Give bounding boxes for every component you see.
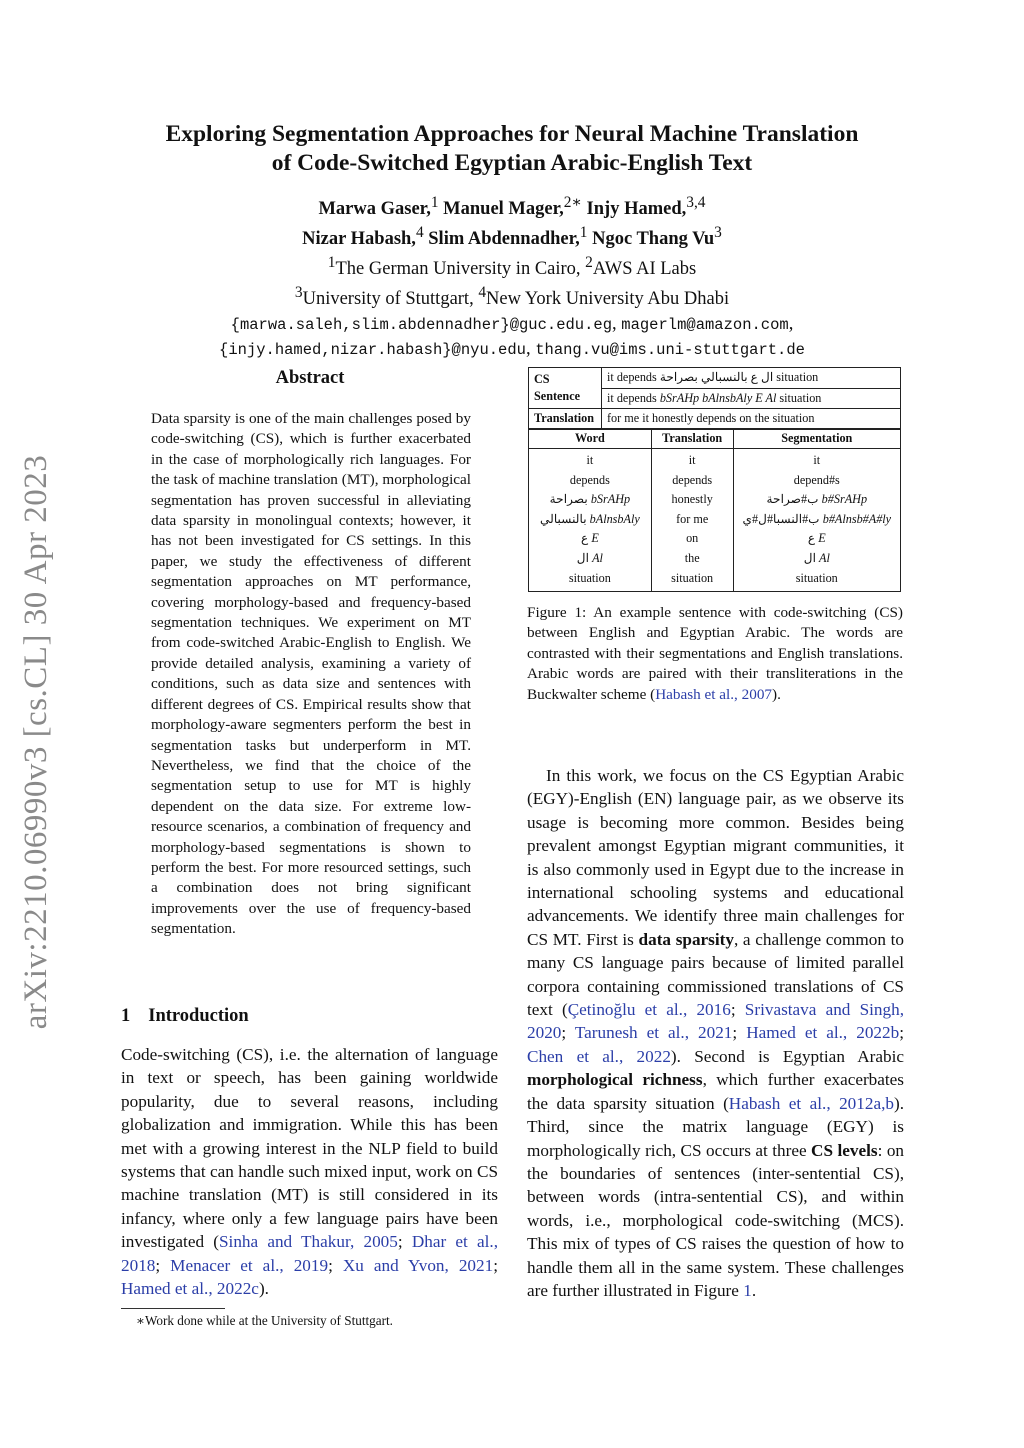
bold-term: morphological richness	[527, 1070, 703, 1090]
cell-translation: honestly	[651, 490, 733, 510]
figure-sentence-table	[528, 367, 901, 430]
cs-plain: it depends	[607, 390, 660, 405]
word-translit: Al	[592, 550, 603, 565]
table-row	[529, 549, 901, 569]
column-2-paragraph	[527, 764, 904, 1302]
author: Injy Hamed,	[586, 199, 687, 220]
citation-link[interactable]: Dhar et al., 2018	[121, 1232, 499, 1275]
cs-sentence-arabic: it depends ال ع بالنسبالي بصراحة situation	[602, 368, 901, 389]
word: it	[586, 453, 594, 467]
cell-segmentation	[733, 449, 900, 471]
author-block	[120, 191, 904, 362]
table-row	[529, 449, 901, 471]
cell-translation: depends	[651, 471, 733, 491]
affiliation: The German University in Cairo,	[335, 259, 586, 280]
segmentation: situation	[795, 570, 838, 585]
cell-word	[529, 569, 652, 592]
section-title: Introduction	[148, 1006, 249, 1026]
table-row	[529, 510, 901, 530]
intro-end: ).	[258, 1279, 269, 1299]
cs-sentence-row	[529, 368, 901, 389]
author-sup: 2∗	[563, 194, 582, 211]
citation-link[interactable]: Habash et al., 2007	[655, 685, 773, 703]
caption-text: Figure 1: An example sentence with code-switching (CS) between English and Egyptian Arabic. The words are contrasted with their segmentations and English translations. Arabic words are paired with their transliterations in the Buckwalter scheme (	[527, 604, 903, 703]
title-line-2: of Code-Switched Egyptian Arabic-English Text	[271, 150, 753, 176]
affiliation-line-1	[120, 251, 904, 281]
translation-label: Translation	[529, 409, 602, 430]
section-number: 1	[121, 1006, 131, 1026]
citation-link[interactable]: Sinha and Thakur, 2005	[218, 1232, 398, 1252]
abstract-body: Data sparsity is one of the main challenges posed by code-switching (CS), which is further exacerbated in the case of morphologically rich languages. For the task of machine translation (MT), morphological segmentation has proven successful in alleviating data sparsity in monolingual contexts; however, it has not been investigated for CS settings. In this paper, we study the effectiveness of different segmentation approaches on MT performance, covering morphology-based and frequency-based segmentation techniques. We experiment on MT from code-switched Arabic-English to English. We provide detailed analysis, examining a variety of conditions, such as data size and sentences with different degrees of CS. Empirical results show that morphology-aware segmenters perform the best in segmentation tasks but underperform in MT. Nevertheless, we find that the choice of the segmentation setup to use for MT is highly dependent on the data size. For extreme low-resource scenarios, a combination of frequency and morphology-based segmentations is shown to perform the best. For more resourced settings, such a combination does not bring significant improvements over the use of frequency-based segmentation.	[151, 410, 471, 938]
cell-segmentation	[733, 529, 900, 549]
cell-segmentation	[733, 510, 900, 530]
citation-link[interactable]: Hamed et al., 2022b	[746, 1023, 900, 1043]
author: Nizar Habash,	[302, 229, 416, 250]
citation-link[interactable]: Menacer et al., 2019	[170, 1255, 329, 1275]
aff-sup: 3	[294, 284, 303, 302]
footnote: ∗Work done while at the University of Stuttgart.	[136, 1313, 393, 1328]
text: ). Third, since the matrix language (EGY) is morphologically rich, CS occurs at three	[527, 1093, 905, 1160]
aff-sup: 2	[585, 254, 593, 272]
email[interactable]: thang.vu@ims.uni-stuttgart.de	[535, 340, 805, 359]
cell-translation: on	[651, 529, 733, 549]
text: In this work, we focus on the CS Egyptian Arabic (EGY)-English (EN) language pair, as we observe its usage is becoming more common. Besides being prevalent amongst Egyptian migrant communities, it is also commonly used in Egypt due to the increase in international schooling systems and educational advancements. We identify three main challenges for CS MT. First is	[527, 766, 904, 949]
cell-translation: the	[651, 549, 733, 569]
citation-link[interactable]: Chen et al., 2022	[527, 1046, 671, 1066]
affiliation: AWS AI Labs	[592, 259, 697, 280]
text: : on the boundaries of sentences (inter-sentential CS), between words (intra-sentential CS), and within words, i.e., morphological code-switching (MCS). This mix of types of CS raises the question of how to handle them all in the same system. These challenges are further illustrated in Figure	[527, 1140, 905, 1300]
cell-translation: for me	[651, 510, 733, 530]
email[interactable]: magerlm@amazon.com	[621, 315, 789, 334]
email[interactable]: {marwa.saleh,slim.abdennadher}@guc.edu.eg	[230, 315, 613, 334]
seg-arabic: ع	[807, 531, 816, 546]
segmentation: it	[813, 453, 821, 467]
cell-segmentation	[733, 490, 900, 510]
cell-segmentation	[733, 471, 900, 491]
seg-translit: b#SrAHp	[821, 492, 868, 507]
word-translit: E	[591, 531, 599, 546]
footnote-rule	[121, 1308, 225, 1309]
paragraph: In this work, we focus on the CS Egyptian Arabic (EGY)-English (EN) language pair, as we observe its usage is becoming more common. Besides being prevalent amongst Egyptian migrant communities, it is also commonly used in Egypt due to the increase in international schooling systems and educational advancements. We identify three main challenges for CS MT. First is data sparsity, a challenge common to many CS language pairs because of limited parallel corpora containing commissioned translations of CS text (Çetinoğlu et al., 2016; Srivastava and Singh, 2020; Tarunesh et al., 2021; Hamed et al., 2022b; Chen et al., 2022). Second is Egyptian Arabic morphological richness, which further exacerbates the data sparsity situation (Habash et al., 2012a,b). Third, since the matrix language (EGY) is morphologically rich, CS occurs at three CS levels: on the boundaries of sentences (inter-sentential CS), between words (intra-sentential CS), and within words, i.e., morphological code-switching (MCS). This mix of types of CS raises the question of how to handle them all in the same system. These challenges are further illustrated in Figure 1.	[527, 766, 905, 1300]
aff-sup: 4	[478, 284, 487, 302]
author-names-1	[120, 191, 904, 221]
arxiv-stamp: arXiv:2210.06990v3 [cs.CL] 30 Apr 2023	[18, 454, 54, 1030]
citation-link[interactable]: Habash et al., 2012a,b	[728, 1093, 894, 1113]
cell-translation: situation	[651, 569, 733, 592]
intro-paragraph: Code-switching (CS), i.e. the alternation of language in text or speech, has been gaining worldwide popularity, due to several reasons, including globalization and immigration. While this has been met with a growing interest in the NLP field to build systems that can handle such mixed input, work on CS machine translation (MT) is still considered in its infancy, where only a few language pairs have been investigated (Sinha and Thakur, 2005; Dhar et al., 2018; Menacer et al., 2019; Xu and Yvon, 2021; Hamed et al., 2022c).	[121, 1045, 499, 1299]
cell-word	[529, 510, 652, 530]
translation-row	[529, 409, 901, 430]
cell-word	[529, 471, 652, 491]
word-arabic: ع	[580, 531, 589, 546]
cell-word	[529, 490, 652, 510]
segmentation: depend#s	[793, 472, 840, 487]
word-translit: bAlnsbAly	[589, 511, 640, 526]
citation-link[interactable]: Srivastava and Singh, 2020	[527, 1000, 904, 1043]
author: Marwa Gaser,	[318, 199, 431, 220]
bold-term: CS levels	[811, 1140, 878, 1160]
citation-link[interactable]: Çetinoğlu et al., 2016	[567, 1000, 731, 1020]
seg-translit: E	[818, 531, 826, 546]
cs-sentence-label: CS Sentence	[529, 368, 602, 409]
seg-translit: Al	[819, 550, 830, 565]
author-sup: 3	[714, 224, 722, 242]
email-line-2: {injy.hamed,nizar.habash}@nyu.edu, thang.vu@ims.uni-stuttgart.de	[219, 338, 805, 359]
author: Manuel Mager,	[443, 199, 564, 220]
paper-title	[120, 120, 904, 178]
cell-word	[529, 549, 652, 569]
table-header	[529, 429, 901, 449]
table-row	[529, 490, 901, 510]
word-arabic: بالنسبالي	[539, 511, 587, 526]
seg-arabic: ب#النسبا#ل#ي	[742, 511, 820, 526]
text: , a challenge common to many CS language pairs because of limited parallel corpora containing commissioned translations of CS text (	[527, 929, 904, 1020]
title-line-1: Exploring Segmentation Approaches for Neural Machine Translation	[165, 121, 859, 147]
affiliation: University of Stuttgart,	[302, 289, 479, 310]
cs-sentence-translit	[602, 388, 901, 409]
col-header: Segmentation	[733, 429, 900, 449]
word: depends	[569, 472, 610, 487]
cell-translation: it	[651, 449, 733, 471]
affiliation: New York University Abu Dhabi	[486, 289, 730, 310]
cell-word	[529, 449, 652, 471]
word: situation	[568, 570, 611, 585]
cs-italic: bSrAHp bAlnsbAly E Al	[659, 390, 777, 405]
citation-link[interactable]: Hamed et al., 2022c	[121, 1279, 259, 1299]
author: Ngoc Thang Vu	[592, 229, 715, 250]
word-arabic: بصراحة	[549, 492, 588, 507]
author: Slim Abdennadher,	[428, 229, 580, 250]
author-sup: 3,4	[686, 194, 706, 211]
email-line-1: {marwa.saleh,slim.abdennadher}@guc.edu.eg, magerlm@amazon.com,	[230, 313, 794, 334]
author-sup: 1	[579, 224, 588, 242]
translation-text: for me it honestly depends on the situation	[602, 409, 901, 430]
affiliation-line-2	[120, 281, 904, 311]
citation-link[interactable]: Xu and Yvon, 2021	[342, 1255, 494, 1275]
aff-sup: 1	[327, 254, 336, 272]
cell-word	[529, 529, 652, 549]
text: , which further exacerbates the data sparsity situation (	[527, 1070, 904, 1113]
figure-caption	[527, 603, 903, 705]
author-names-2	[120, 221, 904, 251]
seg-translit: b#Alnsb#A#ly	[822, 511, 892, 526]
table-row	[529, 569, 901, 592]
cell-segmentation	[733, 569, 900, 592]
abstract-heading: Abstract	[275, 368, 345, 388]
text: .	[751, 1280, 757, 1300]
intro-text: Code-switching (CS), i.e. the alternation of language in text or speech, has been gaining worldwide popularity, due to several reasons, including globalization and immigration. While this has been met with a growing interest in the NLP field to build systems that can handle such mixed input, work on CS machine translation (MT) is still considered in its infancy, where only a few language pairs have been investigated (	[121, 1045, 498, 1252]
caption-end: ).	[772, 685, 781, 703]
word-arabic: ال	[576, 550, 590, 565]
section-heading	[121, 1006, 249, 1027]
figure-segmentation-table	[528, 428, 901, 592]
cell-segmentation	[733, 549, 900, 569]
text: ). Second is Egyptian Arabic	[670, 1046, 905, 1066]
email[interactable]: {injy.hamed,nizar.habash}@nyu.edu	[219, 340, 526, 359]
seg-arabic: ب#صراحة	[766, 492, 819, 507]
table-row	[529, 529, 901, 549]
col-header: Translation	[651, 429, 733, 449]
citation-link[interactable]: Tarunesh et al., 2021	[574, 1023, 733, 1043]
word-translit: bSrAHp	[590, 492, 631, 507]
seg-arabic: ال	[803, 550, 816, 565]
cs-end: situation	[776, 390, 822, 405]
col-header: Word	[529, 429, 652, 449]
bold-term: data sparsity	[638, 929, 734, 949]
author-sup: 1	[430, 194, 439, 211]
figure-ref-link[interactable]: 1	[743, 1280, 752, 1300]
table-row	[529, 471, 901, 491]
author-sup: 4	[415, 224, 424, 242]
